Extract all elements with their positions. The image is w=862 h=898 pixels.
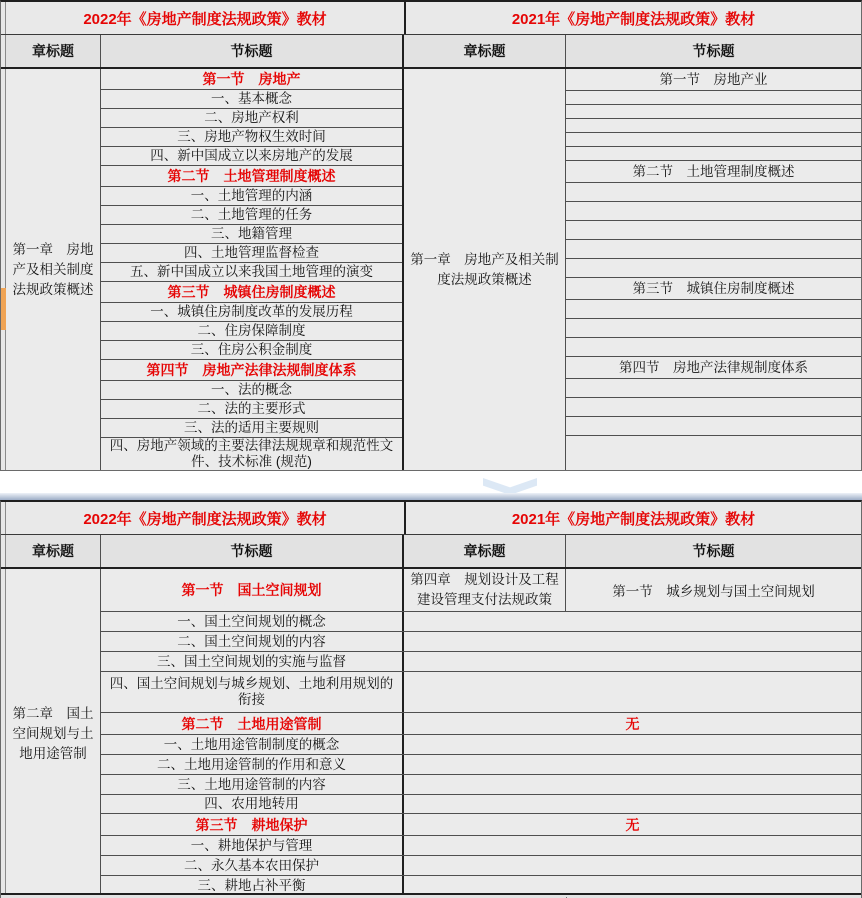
empty-row (566, 379, 861, 398)
empty-cell (404, 632, 861, 651)
empty-row (566, 147, 861, 161)
empty-row (566, 398, 861, 417)
empty-row (566, 319, 861, 338)
table1-subheader-row (1, 35, 861, 69)
next-row-sliver (1, 893, 861, 898)
chapter-cell-2022: 第二章 国土空间规划与土地用途管制 (6, 569, 101, 898)
col-header-section-2021: 节标题 (692, 543, 735, 559)
section-item-row: 五、新中国成立以来我国土地管理的演变 (101, 263, 402, 282)
empty-cell (404, 755, 861, 774)
section-item-row: 一、基本概念 (101, 90, 402, 109)
section-item-cell: 一、耕地保护与管理 (101, 836, 404, 855)
col-header-chapter-2022: 章标题 (6, 35, 101, 67)
section-item-row: 二、法的主要形式 (101, 400, 402, 419)
col-header-section-2022: 节标题 (101, 535, 404, 567)
section-item-cell: 二、土地用途管制的作用和意义 (101, 755, 404, 774)
col-header-chapter-2021: 章标题 (404, 35, 566, 67)
table-row (101, 795, 861, 814)
table1-title-row (1, 2, 861, 35)
t1-rows-2022 (101, 69, 404, 470)
table2-subheader-row (1, 535, 861, 569)
left-edge-strip (1, 69, 6, 470)
chapter-cell-2022: 第一章 房地产及相关制度法规政策概述 (6, 69, 101, 470)
table2-title-row (1, 502, 861, 535)
col-header-section-2021: 节标题 (692, 43, 735, 59)
title-2022: 2022年《房地产制度法规政策》教材 (6, 2, 406, 34)
table-row (101, 836, 861, 856)
chapter-cell-2021: 第一章 房地产及相关制度法规政策概述 (404, 69, 566, 470)
table-row (101, 755, 861, 775)
section-item-row: 二、住房保障制度 (101, 322, 402, 341)
empty-cell (404, 795, 861, 813)
empty-row (566, 436, 861, 470)
section-item-row: 三、地籍管理 (101, 225, 402, 244)
empty-row (566, 300, 861, 319)
section-title-row: 第三节 城镇住房制度概述 (566, 278, 861, 300)
empty-cell (404, 735, 861, 754)
col-header-section-2022: 节标题 (101, 35, 404, 67)
section-item-row: 二、土地管理的任务 (101, 206, 402, 225)
empty-row (566, 259, 861, 278)
chapter-cell-2021: 第四章 规划设计及工程建设管理支付法规政策 (404, 569, 566, 611)
empty-row (566, 338, 861, 357)
left-edge-strip (1, 535, 6, 567)
section-item-row: 三、房地产物权生效时间 (101, 128, 402, 147)
freeze-pane-divider (0, 493, 862, 500)
col-header-chapter-2021: 章标题 (404, 535, 566, 567)
table-row (101, 672, 861, 713)
section-title-row: 第一节 房地产业 (566, 69, 861, 91)
empty-row (566, 133, 861, 147)
table-row (101, 652, 861, 672)
section-item-row: 四、土地管理监督检查 (101, 244, 402, 263)
table1-body (1, 69, 861, 470)
empty-row (566, 119, 861, 133)
section-item-row: 三、法的适用主要规则 (101, 419, 402, 438)
empty-cell (404, 612, 861, 631)
section-title-cell: 第二节 土地用途管制 (101, 713, 404, 734)
section-item-row: 一、法的概念 (101, 381, 402, 400)
section-title-row: 第四节 房地产法律法规制度体系 (101, 360, 402, 381)
t1-rows-2021 (566, 69, 861, 470)
section-title-cell: 第一节 城乡规划与国土空间规划 (612, 584, 815, 599)
section-title-cell: 第一节 国土空间规划 (101, 569, 404, 611)
left-edge-strip (1, 502, 6, 534)
empty-cell (404, 856, 861, 875)
empty-row (566, 221, 861, 240)
empty-cell (404, 652, 861, 671)
section-title-row: 第二节 土地管理制度概述 (101, 166, 402, 187)
col-header-chapter-2022: 章标题 (6, 535, 101, 567)
section-item-row: 一、城镇住房制度改革的发展历程 (101, 303, 402, 322)
title-2021: 2021年《房地产制度法规政策》教材 (511, 510, 756, 528)
left-edge-strip (1, 35, 6, 67)
section-title-row: 第一节 房地产 (101, 69, 402, 90)
table-row (101, 632, 861, 652)
title-2022: 2022年《房地产制度法规政策》教材 (6, 502, 406, 534)
section-item-cell: 三、耕地占补平衡 (101, 876, 404, 895)
empty-cell (404, 775, 861, 794)
table-row (101, 735, 861, 755)
empty-row (566, 183, 861, 202)
section-item-cell: 二、国土空间规划的内容 (101, 632, 404, 651)
section-item-cell: 一、国土空间规划的概念 (101, 612, 404, 631)
table-row (101, 856, 861, 876)
scroll-position-marker (1, 288, 6, 330)
section-item-row: 二、房地产权利 (101, 109, 402, 128)
section-item-cell: 四、国土空间规划与城乡规划、土地利用规划的衔接 (101, 672, 404, 712)
empty-row (566, 417, 861, 436)
section-item-cell: 三、土地用途管制的内容 (101, 775, 404, 794)
title-2021: 2021年《房地产制度法规政策》教材 (511, 10, 756, 28)
empty-cell (404, 672, 861, 712)
section-item-row: 三、住房公积金制度 (101, 341, 402, 360)
section-item-cell: 三、国土空间规划的实施与监督 (101, 652, 404, 671)
section-item-row: 四、新中国成立以来房地产的发展 (101, 147, 402, 166)
none-cell: 无 (625, 715, 640, 732)
left-edge-strip (1, 569, 6, 898)
empty-row (566, 105, 861, 119)
table-row (101, 569, 861, 612)
section-item-cell: 四、农用地转用 (101, 795, 404, 813)
section-title-row: 第三节 城镇住房制度概述 (101, 282, 402, 303)
section-title-row: 第二节 土地管理制度概述 (566, 161, 861, 183)
section-item-row: 一、土地管理的内涵 (101, 187, 402, 206)
empty-row (566, 91, 861, 105)
empty-row (566, 240, 861, 259)
table-row (101, 713, 861, 735)
left-edge-strip (1, 2, 6, 34)
table2-body (1, 569, 861, 898)
table-chapter2 (0, 500, 862, 898)
empty-cell (404, 836, 861, 855)
empty-row (566, 202, 861, 221)
table-row (101, 814, 861, 836)
none-cell: 无 (625, 816, 640, 833)
table-row (101, 775, 861, 795)
section-item-row: 四、房地产领域的主要法律法规规章和规范性文件、技术标准 (规范) (109, 438, 394, 469)
table-row (101, 612, 861, 632)
section-title-row: 第四节 房地产法律规制度体系 (566, 357, 861, 379)
section-item-cell: 一、土地用途管制制度的概念 (101, 735, 404, 754)
t2-rows (101, 569, 861, 898)
section-title-cell: 第三节 耕地保护 (101, 814, 404, 835)
section-item-cell: 二、永久基本农田保护 (101, 856, 404, 875)
